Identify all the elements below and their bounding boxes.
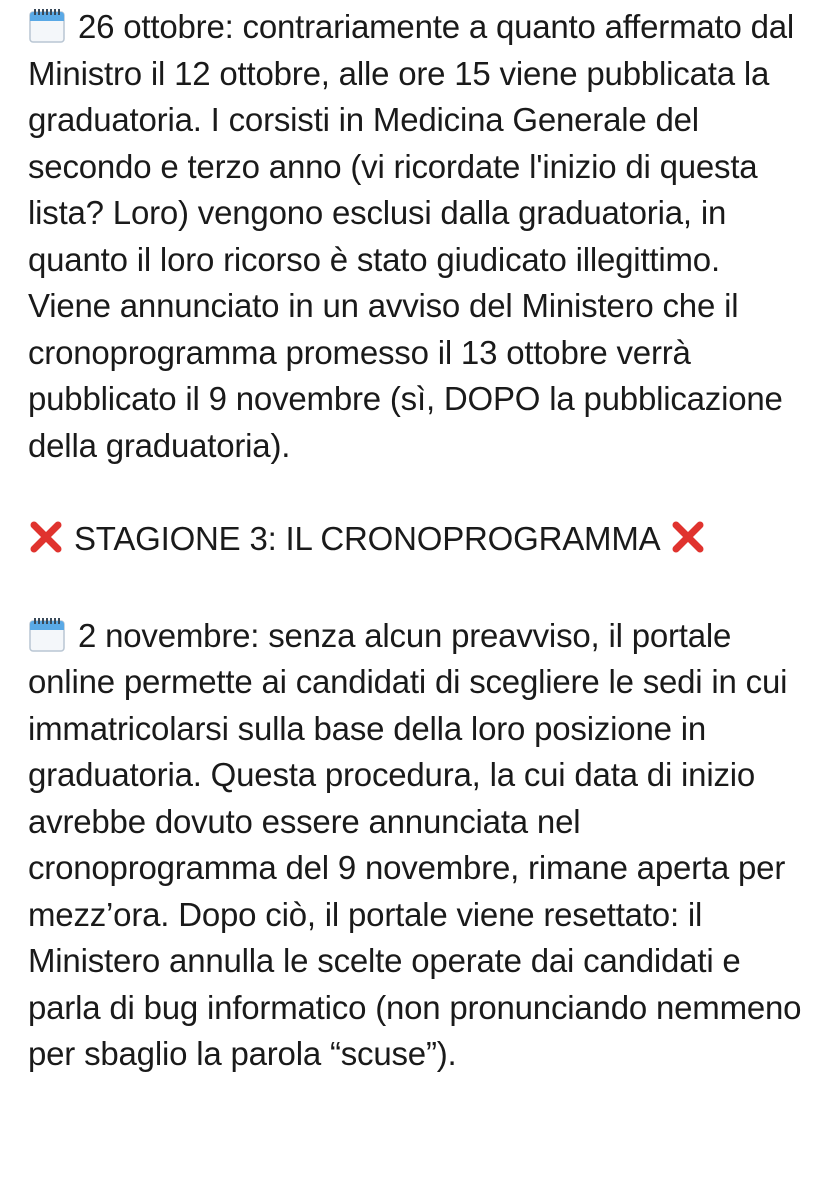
spacer (28, 469, 808, 516)
cross-mark-icon (28, 519, 64, 555)
spacer (28, 562, 808, 609)
entry-26-ottobre (28, 4, 808, 469)
section-heading-text: STAGIONE 3: IL CRONOPROGRAMMA (74, 519, 661, 557)
section-heading (28, 516, 808, 563)
cross-mark-icon (670, 519, 706, 555)
entry-text: 2 novembre: senza alcun preavviso, il portale online permette ai candidati di scegliere le sedi in cui immatricolarsi sulla base della loro posizione in graduatoria. Questa procedura, la cui data di inizio avrebbe dovuto essere annunciata nel cronoprogramma del 9 novembre, rimane aperta per mezz’ora. Dopo ciò, il portale viene resettato: il Ministero annulla le scelte operate dai candidati e parla di bug informatico (non pronunciando nemmeno per sbaglio la parola “scuse”). (28, 616, 802, 1072)
calendar-icon (28, 8, 66, 44)
calendar-icon (28, 617, 66, 653)
entry-followup: Viene annunciato in un avviso del Ministero che il cronoprogramma promesso il 13 ottobre verrà pubblicato il 9 novembre (sì, DOPO la pubblicazione della graduatoria). (28, 287, 783, 464)
entry-2-novembre (28, 613, 808, 1078)
entry-text: 26 ottobre: contrariamente a quanto affermato dal Ministro il 12 ottobre, alle ore 15 viene pubblicata la graduatoria. I corsisti in Medicina Generale del secondo e terzo anno (vi ricordate l'inizio di questa lista? Loro) vengono esclusi dalla graduatoria, in quanto il loro ricorso è stato giudicato illegittimo. (28, 8, 795, 278)
document-body (28, 0, 808, 1078)
